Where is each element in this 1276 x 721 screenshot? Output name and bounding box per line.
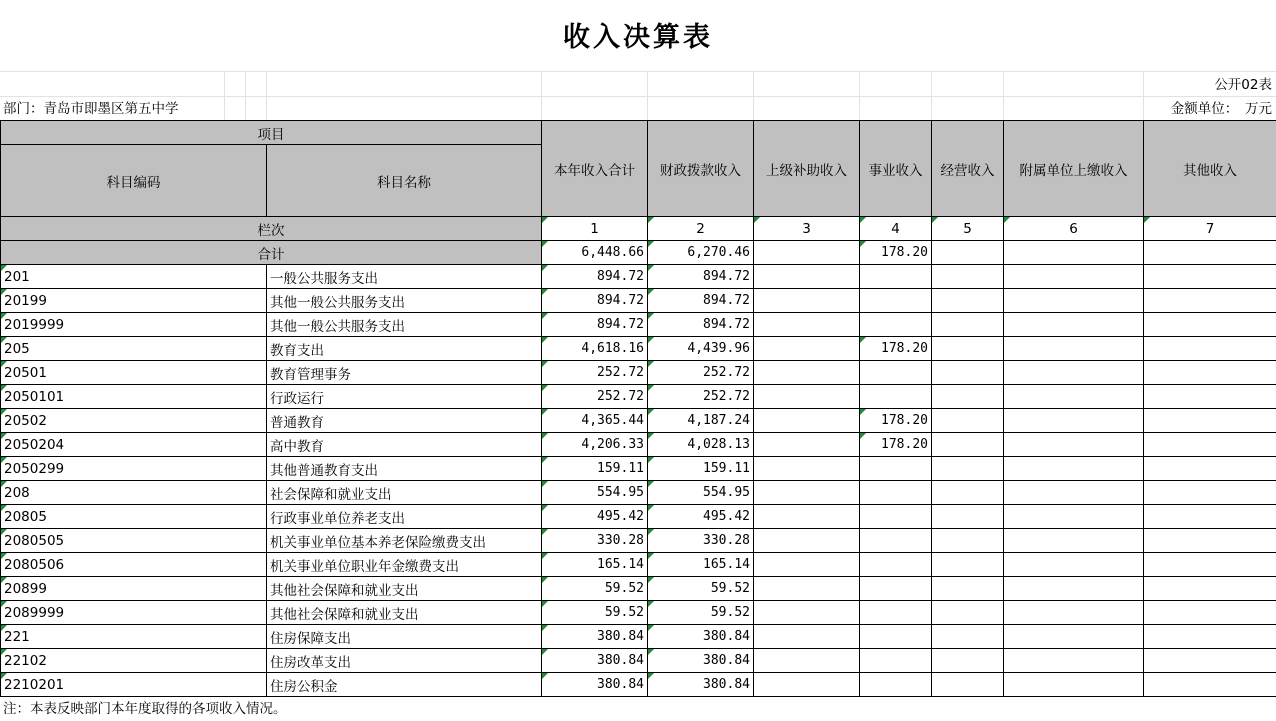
amount-cell: 894.72 [542,313,648,337]
header-col-4: 事业收入 [860,121,932,217]
income-table [0,120,1276,697]
amount-cell [1144,289,1276,313]
amount-cell [932,577,1004,601]
total-cell: 6,270.46 [648,241,754,265]
amount-cell [1004,457,1144,481]
table-row [1,457,1276,481]
column-index-label: 栏次 [1,217,542,241]
amount-cell [754,289,860,313]
subject-code: 20502 [1,409,267,433]
amount-cell [1144,265,1276,289]
amount-cell: 380.84 [542,673,648,697]
amount-cell [1144,673,1276,697]
footnote: 注：本表反映部门本年度取得的各项收入情况。 [3,701,287,717]
amount-cell [1004,577,1144,601]
table-title: 收入决算表 [0,0,1276,72]
amount-cell [754,457,860,481]
subject-name: 住房改革支出 [267,649,542,673]
subject-name: 其他社会保障和就业支出 [267,601,542,625]
table-row [1,553,1276,577]
table-row [1,433,1276,457]
amount-cell: 178.20 [860,433,932,457]
column-index-cell: 7 [1144,217,1276,241]
header-item: 项目 [1,121,542,145]
header-col-2: 财政拨款收入 [648,121,754,217]
amount-cell [1144,625,1276,649]
amount-cell [1144,601,1276,625]
amount-cell [860,313,932,337]
amount-cell [860,265,932,289]
amount-cell [860,481,932,505]
amount-cell [1144,529,1276,553]
amount-cell [754,553,860,577]
amount-cell [860,457,932,481]
header-col-3: 上级补助收入 [754,121,860,217]
unit-label: 金额单位： 万元 [1170,101,1272,117]
amount-cell [860,625,932,649]
amount-cell [1004,625,1144,649]
subject-code: 2050299 [1,457,267,481]
amount-cell [754,433,860,457]
subject-code: 208 [1,481,267,505]
amount-cell [754,481,860,505]
amount-cell: 59.52 [648,577,754,601]
total-cell: 6,448.66 [542,241,648,265]
amount-cell: 59.52 [542,601,648,625]
amount-cell: 894.72 [542,265,648,289]
subject-code: 20899 [1,577,267,601]
table-row [1,481,1276,505]
gridline [224,72,225,120]
header-col-5: 经营收入 [932,121,1004,217]
amount-cell [860,289,932,313]
amount-cell [754,529,860,553]
column-index-cell: 5 [932,217,1004,241]
gridline [245,72,246,120]
table-row [1,505,1276,529]
gridline [859,72,860,120]
subject-name: 普通教育 [267,409,542,433]
amount-cell [1004,673,1144,697]
amount-cell: 4,187.24 [648,409,754,433]
total-cell [754,241,860,265]
amount-cell: 554.95 [648,481,754,505]
table-row [1,409,1276,433]
amount-cell [1144,577,1276,601]
table-row [1,313,1276,337]
total-cell [932,241,1004,265]
amount-cell [932,673,1004,697]
amount-cell [1004,601,1144,625]
amount-cell: 894.72 [648,289,754,313]
table-row [1,673,1276,697]
table-row [1,361,1276,385]
subject-code: 2019999 [1,313,267,337]
amount-cell: 495.42 [648,505,754,529]
amount-cell [754,673,860,697]
amount-cell [1144,649,1276,673]
amount-cell [1144,337,1276,361]
table-row [1,265,1276,289]
subject-name: 教育支出 [267,337,542,361]
amount-cell [860,649,932,673]
amount-cell [860,529,932,553]
gridline [0,96,1276,97]
amount-cell [932,409,1004,433]
amount-cell [860,601,932,625]
amount-cell [1144,457,1276,481]
amount-cell: 4,618.16 [542,337,648,361]
subject-code: 22102 [1,649,267,673]
amount-cell [1004,337,1144,361]
amount-cell [1144,385,1276,409]
amount-cell [1004,361,1144,385]
amount-cell: 894.72 [648,313,754,337]
subject-code: 2089999 [1,601,267,625]
subject-name: 其他一般公共服务支出 [267,313,542,337]
amount-cell [860,577,932,601]
amount-cell: 554.95 [542,481,648,505]
amount-cell [754,313,860,337]
subject-code: 201 [1,265,267,289]
gridline [541,72,542,120]
subject-name: 行政运行 [267,385,542,409]
amount-cell [932,625,1004,649]
subject-code: 2210201 [1,673,267,697]
total-row [1,241,1276,265]
column-index-cell: 1 [542,217,648,241]
amount-cell: 4,439.96 [648,337,754,361]
amount-cell [754,625,860,649]
amount-cell [932,601,1004,625]
amount-cell [932,505,1004,529]
amount-cell [932,385,1004,409]
subject-code: 20501 [1,361,267,385]
gridline [266,72,267,120]
amount-cell [754,385,860,409]
amount-cell [1144,481,1276,505]
total-cell: 178.20 [860,241,932,265]
column-index-cell: 6 [1004,217,1144,241]
subject-name: 其他普通教育支出 [267,457,542,481]
amount-cell [860,505,932,529]
amount-cell [754,337,860,361]
amount-cell [1004,433,1144,457]
amount-cell: 252.72 [648,385,754,409]
subject-name: 其他一般公共服务支出 [267,289,542,313]
table-row [1,601,1276,625]
subject-code: 2080506 [1,553,267,577]
amount-cell [932,529,1004,553]
table-row [1,529,1276,553]
amount-cell: 159.11 [648,457,754,481]
amount-cell: 165.14 [648,553,754,577]
subject-name: 一般公共服务支出 [267,265,542,289]
amount-cell [1004,481,1144,505]
total-cell [1004,241,1144,265]
column-index-cell: 4 [860,217,932,241]
amount-cell [1004,409,1144,433]
amount-cell [1144,433,1276,457]
amount-cell [754,409,860,433]
amount-cell [754,265,860,289]
amount-cell [860,673,932,697]
subject-name: 住房公积金 [267,673,542,697]
subject-code: 20199 [1,289,267,313]
subject-name: 其他社会保障和就业支出 [267,577,542,601]
amount-cell [932,553,1004,577]
amount-cell [1144,505,1276,529]
amount-cell [1004,265,1144,289]
column-index-cell: 3 [754,217,860,241]
column-index-cell: 2 [648,217,754,241]
amount-cell [1144,361,1276,385]
amount-cell [754,649,860,673]
amount-cell: 495.42 [542,505,648,529]
amount-cell: 380.84 [648,673,754,697]
total-cell [1144,241,1276,265]
amount-cell [1004,385,1144,409]
subject-code: 205 [1,337,267,361]
table-row [1,289,1276,313]
gridline [1003,72,1004,120]
header-name: 科目名称 [267,145,542,217]
gridline [647,72,648,120]
amount-cell [932,313,1004,337]
header-col-1: 本年收入合计 [542,121,648,217]
subject-code: 2080505 [1,529,267,553]
amount-cell [1144,313,1276,337]
amount-cell [932,481,1004,505]
header-col-7: 其他收入 [1144,121,1276,217]
amount-cell: 894.72 [542,289,648,313]
amount-cell [754,577,860,601]
amount-cell [1004,289,1144,313]
column-index-row [1,217,1276,241]
amount-cell [860,553,932,577]
table-row [1,649,1276,673]
subject-name: 社会保障和就业支出 [267,481,542,505]
amount-cell [932,433,1004,457]
amount-cell: 330.28 [542,529,648,553]
amount-cell: 380.84 [648,625,754,649]
table-row [1,385,1276,409]
table-row [1,337,1276,361]
amount-cell: 4,028.13 [648,433,754,457]
amount-cell: 252.72 [648,361,754,385]
subject-code: 2050101 [1,385,267,409]
subject-name: 高中教育 [267,433,542,457]
amount-cell: 252.72 [542,361,648,385]
amount-cell [754,601,860,625]
amount-cell: 59.52 [648,601,754,625]
amount-cell: 4,365.44 [542,409,648,433]
amount-cell: 178.20 [860,337,932,361]
amount-cell: 59.52 [542,577,648,601]
amount-cell: 165.14 [542,553,648,577]
amount-cell [754,505,860,529]
table-row [1,577,1276,601]
header-code: 科目编码 [1,145,267,217]
subject-code: 20805 [1,505,267,529]
gridline [1143,72,1144,120]
amount-cell [860,385,932,409]
amount-cell: 178.20 [860,409,932,433]
amount-cell [1004,553,1144,577]
amount-cell: 380.84 [542,649,648,673]
subject-name: 机关事业单位职业年金缴费支出 [267,553,542,577]
amount-cell [932,337,1004,361]
gridline [753,72,754,120]
table-row [1,625,1276,649]
amount-cell [932,649,1004,673]
amount-cell [932,265,1004,289]
amount-cell [932,289,1004,313]
amount-cell: 159.11 [542,457,648,481]
amount-cell [860,361,932,385]
subject-name: 教育管理事务 [267,361,542,385]
form-number: 公开02表 [1214,77,1272,93]
amount-cell [932,457,1004,481]
amount-cell [1004,649,1144,673]
subject-name: 住房保障支出 [267,625,542,649]
amount-cell: 380.84 [542,625,648,649]
amount-cell [1004,505,1144,529]
subject-code: 221 [1,625,267,649]
amount-cell: 4,206.33 [542,433,648,457]
amount-cell: 894.72 [648,265,754,289]
header-col-6: 附属单位上缴收入 [1004,121,1144,217]
subject-name: 行政事业单位养老支出 [267,505,542,529]
amount-cell [932,361,1004,385]
amount-cell [1144,553,1276,577]
department-label: 部门：青岛市即墨区第五中学 [3,101,179,117]
amount-cell [1004,529,1144,553]
amount-cell: 380.84 [648,649,754,673]
amount-cell [1144,409,1276,433]
gridline [931,72,932,120]
subject-name: 机关事业单位基本养老保险缴费支出 [267,529,542,553]
amount-cell [1004,313,1144,337]
amount-cell: 330.28 [648,529,754,553]
amount-cell: 252.72 [542,385,648,409]
total-label: 合计 [1,241,542,265]
subject-code: 2050204 [1,433,267,457]
amount-cell [754,361,860,385]
